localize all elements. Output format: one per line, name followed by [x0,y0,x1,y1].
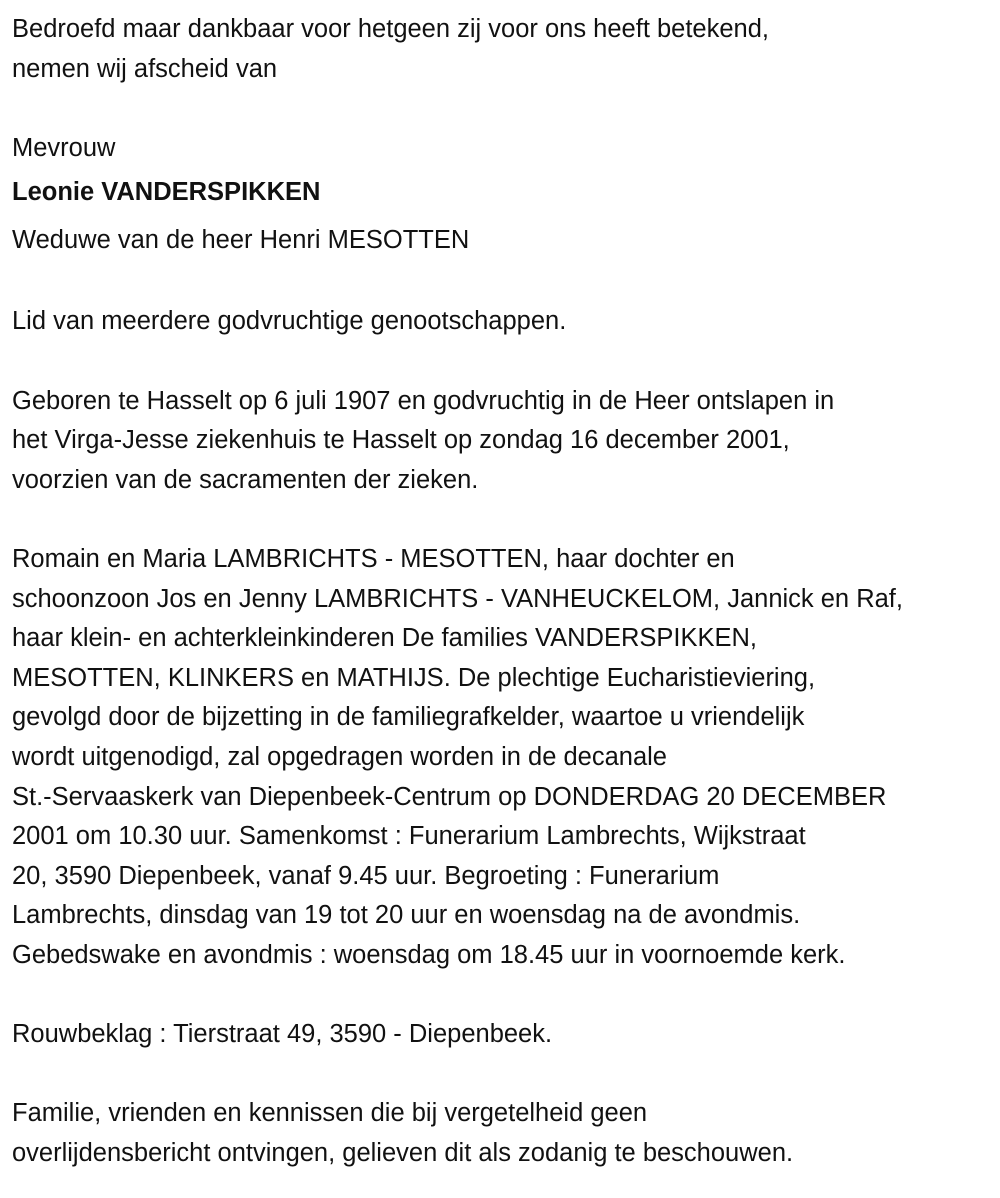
condolences-address: Rouwbeklag : Tierstraat 49, 3590 - Diepenbeek. [12,1020,553,1049]
text-line: Lambrechts, dinsdag van 19 tot 20 uur en woensdag na de avondmis. [12,901,801,930]
membership: Lid van meerdere godvruchtige genootschappen. [12,307,567,336]
text-line: overlijdensbericht ontvingen, gelieven dit als zodanig te beschouwen. [12,1138,794,1167]
obituary-document [12,10,1000,1173]
widow-of: Weduwe van de heer Henri MESOTTEN [12,226,470,255]
text-line: gevolgd door de bijzetting in de familiegrafkelder, waartoe u vriendelijk [12,703,805,732]
text-line: 2001 om 10.30 uur. Samenkomst : Funerarium Lambrechts, Wijkstraat [12,822,806,851]
intro-paragraph [12,10,1000,89]
text-line: haar klein- en achterkleinkinderen De families VANDERSPIKKEN, [12,624,758,653]
text-line: 20, 3590 Diepenbeek, vanaf 9.45 uur. Begroeting : Funerarium [12,861,720,890]
text-line: Romain en Maria LAMBRICHTS - MESOTTEN, haar dochter en [12,544,735,573]
honorific: Mevrouw [12,133,116,162]
text-line: schoonzoon Jos en Jenny LAMBRICHTS - VANHEUCKELOM, Jannick en Raf, [12,584,903,613]
family-paragraph [12,540,1000,976]
text-line: MESOTTEN, KLINKERS en MATHIJS. De plechtige Eucharistieviering, [12,663,816,692]
text-line: voorzien van de sacramenten der zieken. [12,465,479,494]
birth-paragraph [12,382,1000,501]
text-line: Bedroefd maar dankbaar voor hetgeen zij voor ons heeft betekend, [12,15,769,43]
text-line: Geboren te Hasselt op 6 juli 1907 en godvruchtig in de Heer ontslapen in [12,386,835,415]
deceased-name: Leonie VANDERSPIKKEN [12,178,321,207]
text-line: het Virga-Jesse ziekenhuis te Hasselt op zondag 16 december 2001, [12,426,790,455]
text-line: wordt uitgenodigd, zal opgedragen worden in de decanale [12,742,667,771]
text-line: Gebedswake en avondmis : woensdag om 18.45 uur in voornoemde kerk. [12,940,846,969]
text-line: nemen wij afscheid van [12,54,278,83]
closing-paragraph [12,1094,1000,1173]
text-line: St.-Servaaskerk van Diepenbeek-Centrum op DONDERDAG 20 DECEMBER [12,782,887,811]
text-line: Familie, vrienden en kennissen die bij vergetelheid geen [12,1099,648,1128]
